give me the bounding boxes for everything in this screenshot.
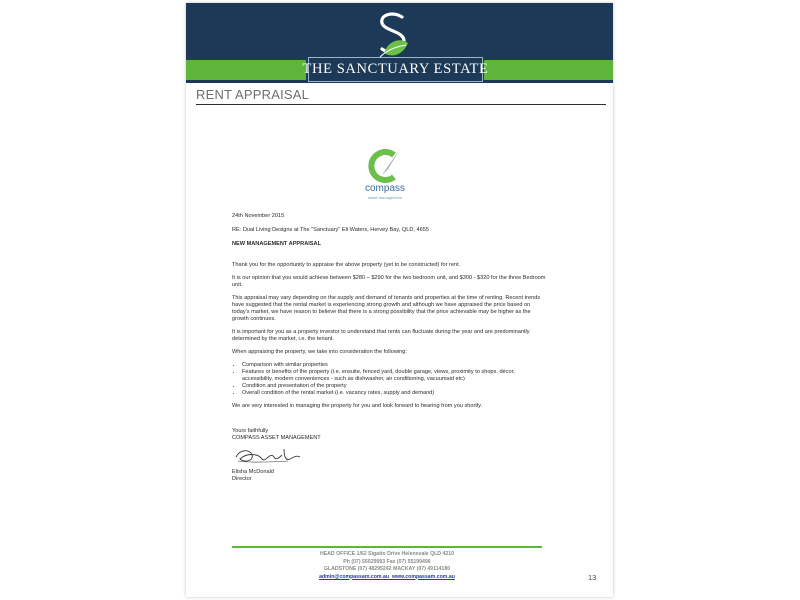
sanctuary-s-logo-icon [372, 11, 416, 61]
paragraph: When appraising the property, we take into consideration the following: [232, 349, 407, 355]
compass-company-name: compass [364, 183, 405, 194]
paragraph: Thank you for the opportunity to appraise the above property (yet to be constructed) for rent. [232, 262, 461, 268]
section-title: RENT APPRAISAL [196, 87, 310, 102]
header-stripe-left [186, 60, 306, 80]
footer [232, 551, 542, 581]
letter-heading: NEW MANAGEMENT APPRAISAL [232, 241, 321, 247]
footer-phone: Ph (07) 55029993 Fax (07) 55199496 [343, 558, 431, 565]
website-link[interactable]: www.compassam.com.au [391, 573, 455, 580]
signoff: Yours faithfully [232, 428, 269, 434]
signoff-company: COMPASS ASSET MANAGEMENT [232, 435, 321, 441]
list-item: • Features or benefits of the property (i.e. ensuite, fenced yard, double garage, views, proximity to shops, décor, accessibility, modern conveniences - such as dishwasher, air conditioning, vacuumaid etc) [242, 369, 547, 383]
considerations-list [232, 362, 547, 397]
signer-name: Elisha McDonald [232, 469, 274, 475]
list-item: • Overall condition of the rental market (i.e. vacancy rates, supply and demand) [242, 390, 547, 397]
header-stripe-right [484, 60, 613, 80]
list-item: • Condition and presentation of the property [242, 383, 547, 390]
closing-paragraph: We are very interested in managing the property for you and look forward to hearing from you shortly. [232, 403, 483, 409]
page-number: 13 [588, 573, 597, 582]
signoff-block [232, 428, 321, 442]
letter-body [232, 262, 547, 416]
footer-head-office: HEAD OFFICE 1/62 Sigatto Drive Helensvale QLD 4210 [319, 551, 455, 557]
letter-subject: RE: Dual Living Designs at The "Sanctuary" Eli Waters, Hervey Bay, QLD, 4655 [232, 227, 429, 233]
document-page [186, 3, 613, 597]
email-link[interactable]: admin@compassam.com.au [319, 573, 390, 580]
paragraph: This appraisal may vary depending on the supply and demand of tenants and properties at the time of renting. Recent trends have suggested that the rental market is experiencing strong growth and although we have appraised the price based on today's market, we have reason to believe that there is a strong possibility that the price achievable may be higher as the growth continues. [232, 295, 541, 322]
paragraph: It is our opinion that you would achieve between $280 – $290 for the two bedroom unit, and $300 - $320 for the three Bedroom unit. [232, 275, 546, 288]
compass-logo [354, 145, 416, 207]
footer-divider [232, 546, 542, 548]
estate-name: THE SANCTUARY ESTATE [302, 61, 489, 77]
estate-name-box [302, 57, 489, 82]
paragraph: It is important for you as a property investor to understand that rents can fluctuate during the year and are predominantly determined by the market, i.e. the tenant. [232, 329, 530, 342]
footer-links [232, 574, 542, 582]
signer-block [232, 469, 274, 483]
compass-c-logo-icon [354, 145, 416, 185]
compass-tagline: asset management [367, 195, 403, 200]
title-divider [196, 104, 606, 105]
signature-icon [232, 443, 312, 469]
letter-date: 24th November 2015 [232, 213, 285, 219]
footer-branches: GLADSTONE (07) 48295242 MACKAY (07) 49114180 [323, 566, 451, 572]
signer-title: Director [232, 476, 252, 482]
list-item: • Comparison with similar properties [242, 362, 547, 369]
